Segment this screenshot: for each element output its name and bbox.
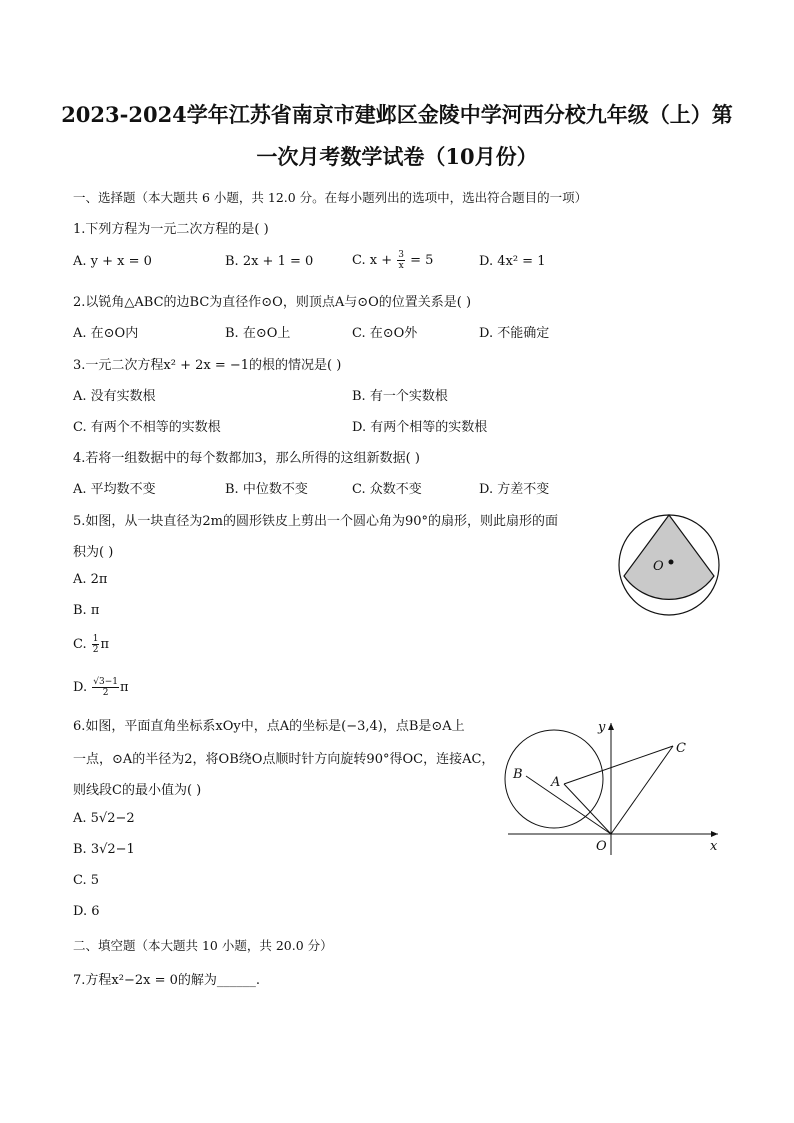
question-6-stem-line-3: 则线段C的最小值为( ) [73,783,202,798]
label-a: A [551,775,561,790]
label-x: x [710,839,718,854]
fraction-numerator: 1 [92,634,99,644]
fraction-numerator: √3−1 [93,677,118,687]
question-1-option-a: A. y + x = 0 [73,254,152,269]
question-3-stem: 3.一元二次方程x² + 2x = −1的根的情况是( ) [73,358,342,373]
question-1-option-c [352,250,433,271]
segment-oc [611,746,673,834]
question-3-option-d: D. 有两个相等的实数根 [352,420,488,435]
question-5-option-b: B. π [73,603,100,618]
question-4-stem: 4.若将一组数据中的每个数都加3，那么所得的这组新数据( ) [73,451,420,466]
question-2-option-a: A. 在⊙O内 [73,326,139,341]
question-5-option-a: A. 2π [73,572,108,587]
question-4-option-c: C. 众数不变 [352,482,422,497]
exam-title-line-1: 2023-2024学年江苏省南京市建邺区金陵中学河西分校九年级（上）第 [61,102,733,127]
question-5-option-c-prefix: C. [73,637,91,652]
question-2-option-b: B. 在⊙O上 [225,326,291,341]
fraction-denominator: 2 [92,645,99,655]
fraction-numerator: 3 [398,250,404,260]
question-6-option-c: C. 5 [73,873,100,888]
question-6-stem-line-2: 一点，⊙A的半径为2，将OB绕O点顺时针方向旋转90°得OC，连接AC， [73,752,495,767]
question-5-stem-line-1: 5.如图，从一块直径为2m的圆形铁皮上剪出一个圆心角为90°的扇形，则此扇形的面 [73,514,559,529]
question-3-option-c: C. 有两个不相等的实数根 [73,420,221,435]
question-6-option-a: A. 5√2−2 [73,811,135,826]
section-2-heading: 二、填空题（本大题共 10 小题，共 20.0 分） [73,938,333,953]
question-1-stem: 1.下列方程为一元二次方程的是( ) [73,222,269,237]
question-4-option-d: D. 方差不变 [479,482,550,497]
question-5-option-d-tail: π [119,680,129,695]
fraction [92,677,119,698]
fraction [92,634,100,655]
segment-ao [564,784,611,834]
question-6-stem-line-1: 6.如图，平面直角坐标系xOy中，点A的坐标是(−3,4)，点B是⊙A上 [73,719,465,734]
fraction [397,250,405,271]
center-point [669,560,674,565]
y-axis-arrow [608,723,614,730]
question-5-stem-line-2: 积为( ) [73,545,114,560]
fraction-denominator: x [398,261,404,271]
x-axis-arrow [711,831,718,837]
question-5-option-c [73,634,109,655]
question-3-option-b: B. 有一个实数根 [352,389,448,404]
sector-90-degree [624,515,714,599]
question-2-stem: 2.以锐角△ABC的边BC为直径作⊙O，则顶点A与⊙O的位置关系是( ) [73,295,472,310]
label-b: B [513,767,523,782]
question-1-option-c-prefix: C. x + [352,253,397,268]
question-5-option-c-tail: π [100,637,110,652]
section-1-heading: 一、选择题（本大题共 6 小题，共 12.0 分。在每小题列出的选项中，选出符合题目的一项） [73,190,588,205]
question-4-option-a: A. 平均数不变 [73,482,156,497]
question-5-option-d [73,677,129,698]
question-5-figure [612,510,730,622]
exam-title-line-2: 一次月考数学试卷（10月份） [256,144,538,169]
question-1-option-b: B. 2x + 1 = 0 [225,254,314,269]
question-4-option-b: B. 中位数不变 [225,482,308,497]
question-1-option-c-tail: = 5 [405,253,434,268]
question-6-option-d: D. 6 [73,904,100,919]
question-2-option-c: C. 在⊙O外 [352,326,418,341]
question-1-option-d: D. 4x² = 1 [479,254,546,269]
question-2-option-d: D. 不能确定 [479,326,550,341]
question-5-option-d-prefix: D. [73,680,92,695]
center-label: O [653,559,664,574]
question-6-figure [500,715,730,860]
question-6-option-b: B. 3√2−1 [73,842,135,857]
segment-ac [564,746,673,784]
label-o: O [596,839,607,854]
question-3-option-a: A. 没有实数根 [73,389,156,404]
fraction-denominator: 2 [102,688,109,698]
question-7-stem: 7.方程x²−2x = 0的解为______. [73,973,261,988]
label-c: C [676,741,686,756]
label-y: y [598,720,606,735]
